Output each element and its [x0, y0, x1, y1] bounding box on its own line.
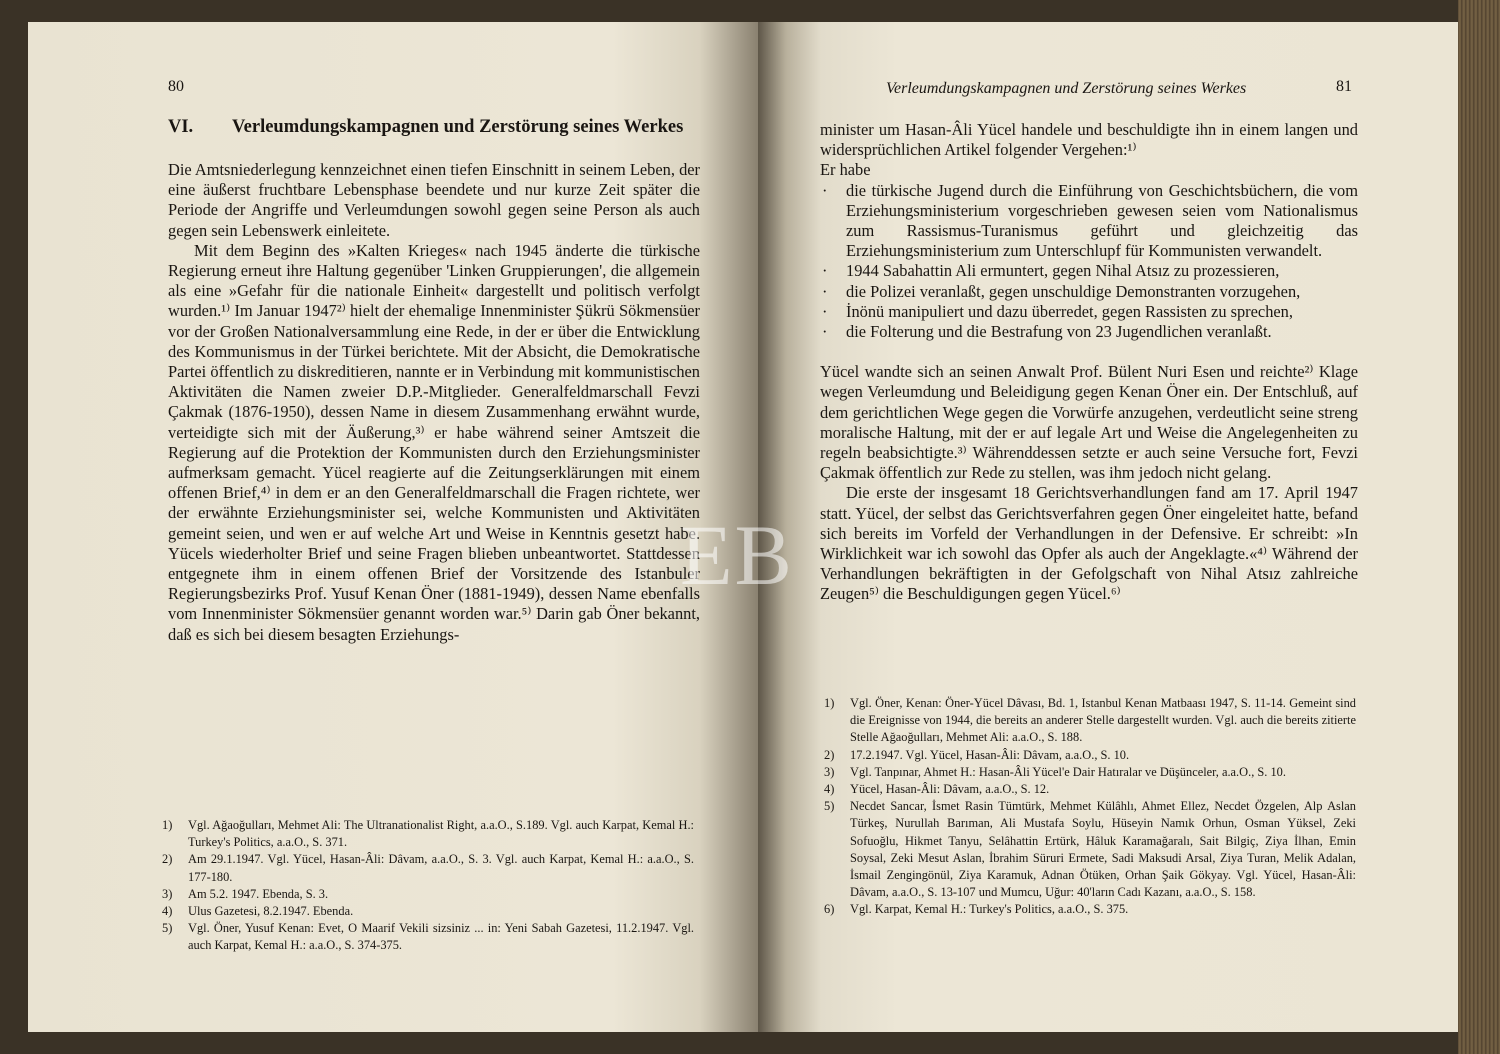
footnote: [162, 920, 694, 954]
left-body-text: [168, 160, 700, 645]
paragraph: Die erste der insgesamt 18 Gerichtsverhandlungen fand am 17. April 1947 statt. Yücel, der selbst das Gerichtsverfahren gegen Öner eingeleitet hatte, befand sich bereits im Vorfeld der Verhandlungen in der Defensive. Er schreibt: »In Wirklichkeit war ich sowohl das Opfer als auch der Angeklagte.«⁴⁾ Während der Verhandlungen bekräftigten in der Gefolgschaft von Nihal Atsız zahlreiche Zeugen⁵⁾ die Beschuldigungen gegen Yücel.⁶⁾: [820, 483, 1358, 604]
footnote: [162, 903, 694, 920]
footnote-text: Vgl. Öner, Yusuf Kenan: Evet, O Maarif Vekili sizsiniz ... in: Yeni Sabah Gazetesi, 11.2.1947. Vgl. auch Karpat, Kemal H.: a.a.O., S. 374-375.: [188, 921, 694, 953]
paragraph: Die Amtsniederlegung kennzeichnet einen tiefen Einschnitt in seinem Leben, der eine äußerst fruchtbare Lebensphase beendete und nur kurze Zeit später die Periode der Angriffe und Verleumdungen sowohl gegen seine Person als auch gegen sein Lebenswerk einleitete.: [168, 160, 700, 240]
footnote-number: 4): [162, 904, 173, 919]
footnote-text: Am 29.1.1947. Vgl. Yücel, Hasan-Âli: Dâvam, a.a.O., S. 3. Vgl. auch Karpat, Kemal H.: a.a.O., S. 177-180.: [188, 852, 694, 884]
footnote-number: 4): [824, 782, 835, 797]
er-habe-line: Er habe: [820, 160, 871, 180]
paragraph: minister um Hasan-Âli Yücel handele und beschuldigte ihn in einem langen und widersprüchlichen Artikel folgender Vergehen:¹⁾: [820, 120, 1358, 160]
list-item: · İnönü manipuliert und dazu überredet, gegen Rassisten zu sprechen,: [820, 302, 1358, 322]
footnote-text: Necdet Sancar, İsmet Rasin Tümtürk, Mehmet Külâhlı, Ahmet Ellez, Necdet Özgelen, Alp Aslan Türkeş, Nurullah Barıman, Ali Mustafa Soylu, Hüseyin Namık Orhun, Osman Yüksel, Zeki Sofuoğlu, Hikmet Tanyu, Selâhattin Ertürk, Hâluk Karamağaralı, Sait Bilgiç, Ziya İlhan, Emin Soysal, Zeki Mesut Aslan, İbrahim Süruri Ermete, Sadi Maksudi Arsal, Ziya Turan, Melik Adalan, İsmail Zengingönül, Ziya Karamuk, Adnan Ötüken, Orhan Şaik Gökyay. Vgl. Yücel, Hasan-Âli: Dâvam, a.a.O., S. 13-107 und Mumcu, Uğur: 40'ların Cadı Kazanı, a.a.O., S. 158.: [850, 799, 1356, 900]
footnote-text: Vgl. Karpat, Kemal H.: Turkey's Politics, a.a.O., S. 375.: [850, 902, 1129, 917]
footnote: [824, 695, 1356, 747]
footnote: [824, 764, 1356, 781]
list-item: · die türkische Jugend durch die Einführung von Geschichtsbüchern, die vom Erziehungsministerium vorgeschrieben gewesen seien vom Nationalismus zum Rassismus-Turanismus geführt und gleichzeitig das Erziehungsministerium zum Unterschlupf für Kommunisten verwandelt.: [820, 181, 1358, 262]
footnote-text: Vgl. Tanpınar, Ahmet H.: Hasan-Âli Yücel'e Dair Hatıralar ve Düşünceler, a.a.O., S. 10.: [850, 764, 1286, 779]
footnote-text: Yücel, Hasan-Âli: Dâvam, a.a.O., S. 12.: [850, 782, 1050, 797]
page-edges: [1458, 0, 1500, 1054]
footnote-text: Vgl. Öner, Kenan: Öner-Yücel Dâvası, Bd. 1, Istanbul Kenan Matbaası 1947, S. 11-14. Gemeint sind die Ereignisse von 1944, die bereits an anderer Stelle dargestellt wurden. Vgl. auch die bereits zitierte Stelle Ağaoğulları, Mehmet Ali: a.a.O., S. 188.: [850, 696, 1356, 745]
footnote-number: 6): [824, 902, 835, 917]
list-item: · die Polizei veranlaßt, gegen unschuldige Demonstranten vorzugehen,: [820, 282, 1358, 302]
page-number-right: 81: [1336, 78, 1352, 95]
spacer: [820, 342, 1358, 362]
footnote: [824, 747, 1356, 764]
footnote-text: Vgl. Ağaoğulları, Mehmet Ali: The Ultranationalist Right, a.a.O., S.189. Vgl. auch Karpat, Kemal H.: Turkey's Politics, a.a.O., S. 371.: [188, 818, 694, 850]
list-item: · die Folterung und die Bestrafung von 23 Jugendlichen veranlaßt.: [820, 322, 1358, 342]
footnote-number: 3): [162, 886, 173, 901]
watermark: EB: [680, 507, 794, 603]
chapter-number: VI.: [168, 117, 194, 137]
right-page: [758, 22, 1458, 1032]
footnote: [162, 886, 694, 903]
footnote-number: 3): [824, 764, 835, 779]
footnote-number: 5): [162, 921, 173, 936]
footnote: [162, 817, 694, 851]
page-number-left: 80: [168, 78, 184, 95]
footnote-text: Ulus Gazetesi, 8.2.1947. Ebenda.: [188, 904, 354, 919]
footnote: [824, 901, 1356, 918]
list-item: · 1944 Sabahattin Ali ermuntert, gegen Nihal Atsız zu prozessieren,: [820, 261, 1358, 281]
right-body-text: [820, 120, 1358, 605]
footnote-number: 5): [824, 799, 835, 814]
right-footnotes: [824, 695, 1356, 919]
footnote-number: 1): [824, 696, 835, 710]
chapter-title: Verleumdungskampagnen und Zerstörung seines Werkes: [232, 117, 684, 137]
left-page: [28, 22, 758, 1032]
left-footnotes: [162, 817, 694, 955]
chapter-heading: [168, 117, 728, 138]
running-head: Verleumdungskampagnen und Zerstörung seines Werkes: [886, 80, 1247, 97]
footnote-number: 2): [162, 852, 173, 867]
footnote: [824, 781, 1356, 798]
accusation-list: [820, 181, 1358, 343]
footnote-text: 17.2.1947. Vgl. Yücel, Hasan-Âli: Dâvam, a.a.O., S. 10.: [850, 747, 1130, 762]
footnote-number: 1): [162, 818, 173, 832]
footnote: [162, 851, 694, 885]
footnote-text: Am 5.2. 1947. Ebenda, S. 3.: [188, 886, 329, 901]
footnote: [824, 798, 1356, 901]
paragraph: Yücel wandte sich an seinen Anwalt Prof. Bülent Nuri Esen und reichte²⁾ Klage wegen Verleumdung und Beleidigung gegen Kenan Öner ein. Der Entschluß, auf dem gerichtlichen Wege gegen die Vorwürfe anzugehen, verdeutlicht seine streng moralische Haltung, mit der er auf legale Art und Weise die Angelegenheiten zu regeln beabsichtigte.³⁾ Währenddessen setzte er auch seine Versuche fort, Fevzi Çakmak öffentlich zur Rede zu stellen, was ihm jedoch nicht gelang.: [820, 362, 1358, 483]
footnote-number: 2): [824, 747, 835, 762]
paragraph: Mit dem Beginn des »Kalten Krieges« nach 1945 änderte die türkische Regierung erneut ihre Haltung gegenüber 'Linken Gruppierungen', die allgemein als eine »Gefahr für die nationale Einheit« dargestellt und politisch verfolgt wurden.¹⁾ Im Januar 1947²⁾ hielt der ehemalige Innenminister Şükrü Sökmensüer vor der Großen Nationalversammlung eine Rede, in der er über die Entwicklung des Kommunismus in der Türkei berichtete. Mit der Absicht, die Demokratische Partei öffentlich zu diskreditieren, nannte er in Verbindung mit kommunistischen Aktivitäten die Namen zweier D.P.-Mitglieder. Generalfeldmarschall Fevzi Çakmak (1876-1950), dessen Name in diesem Zusammenhang erwähnt wurde, verteidigte sich mit der Äußerung,³⁾ er habe während seiner Amtszeit die Regierung auf die Protektion der Kommunisten durch den Erziehungsminister aufmerksam gemacht. Yücel reagierte auf die Zeitungserklärungen mit einem offenen Brief,⁴⁾ in dem er an den Generalfeldmarschall die Fragen richtete, wer der erwähnte Erziehungsminister sei, welche Kommunisten und Aktivitäten gemeint seien, und wen er auf welche Art und Weise in Kenntnis gesetzt habe. Yücels wiederholter Brief und seine Fragen blieben unbeantwortet. Stattdessen entgegnete ihm in einem offenen Brief der Vorsitzende des Istanbuler Regierungsbezirks Prof. Yusuf Kenan Öner (1881-1949), dessen Name ebenfalls vom Innenminister Sökmensüer genannt worden war.⁵⁾ Darin gab Öner bekannt, daß es sich bei diesem besagten Erziehungs-: [168, 240, 700, 644]
